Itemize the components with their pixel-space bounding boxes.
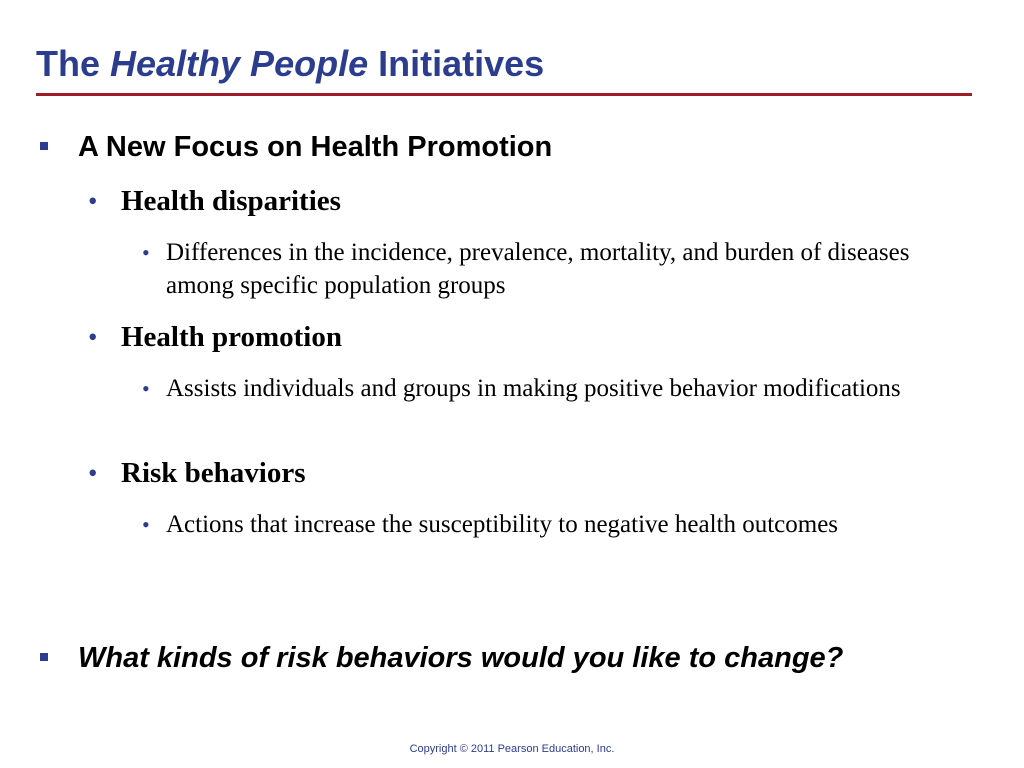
bullet-text: A New Focus on Health Promotion	[78, 131, 553, 163]
square-bullet-icon	[40, 142, 48, 150]
bullet-text: Health disparities	[121, 185, 341, 217]
square-bullet-icon	[40, 653, 48, 661]
bullet-text: Differences in the incidence, prevalence, mortality, and burden of diseases among specific population groups	[166, 239, 910, 299]
copyright-footer: Copyright © 2011 Pearson Education, Inc.	[409, 743, 615, 755]
dot-bullet-icon: •	[88, 186, 98, 216]
dot-bullet-icon: •	[88, 322, 98, 352]
bullet-text: What kinds of risk behaviors would you like to change?	[78, 642, 844, 674]
dot-bullet-icon: •	[88, 458, 98, 488]
dot-bullet-icon: •	[142, 376, 150, 401]
dot-bullet-icon: •	[142, 512, 150, 537]
bullet-text: Risk behaviors	[121, 457, 306, 489]
slide-title	[36, 40, 544, 88]
bullet-text: Health promotion	[121, 321, 342, 353]
title-divider	[36, 93, 972, 96]
dot-bullet-icon: •	[142, 240, 150, 265]
title-part-initiatives: Initiatives	[368, 43, 545, 84]
title-part-healthy-people: Healthy People	[110, 43, 369, 84]
bullet-text: Actions that increase the susceptibility to negative health outcomes	[166, 511, 839, 538]
bullet-text: Assists individuals and groups in making positive behavior modifications	[166, 375, 901, 402]
title-part-the: The	[36, 43, 111, 84]
